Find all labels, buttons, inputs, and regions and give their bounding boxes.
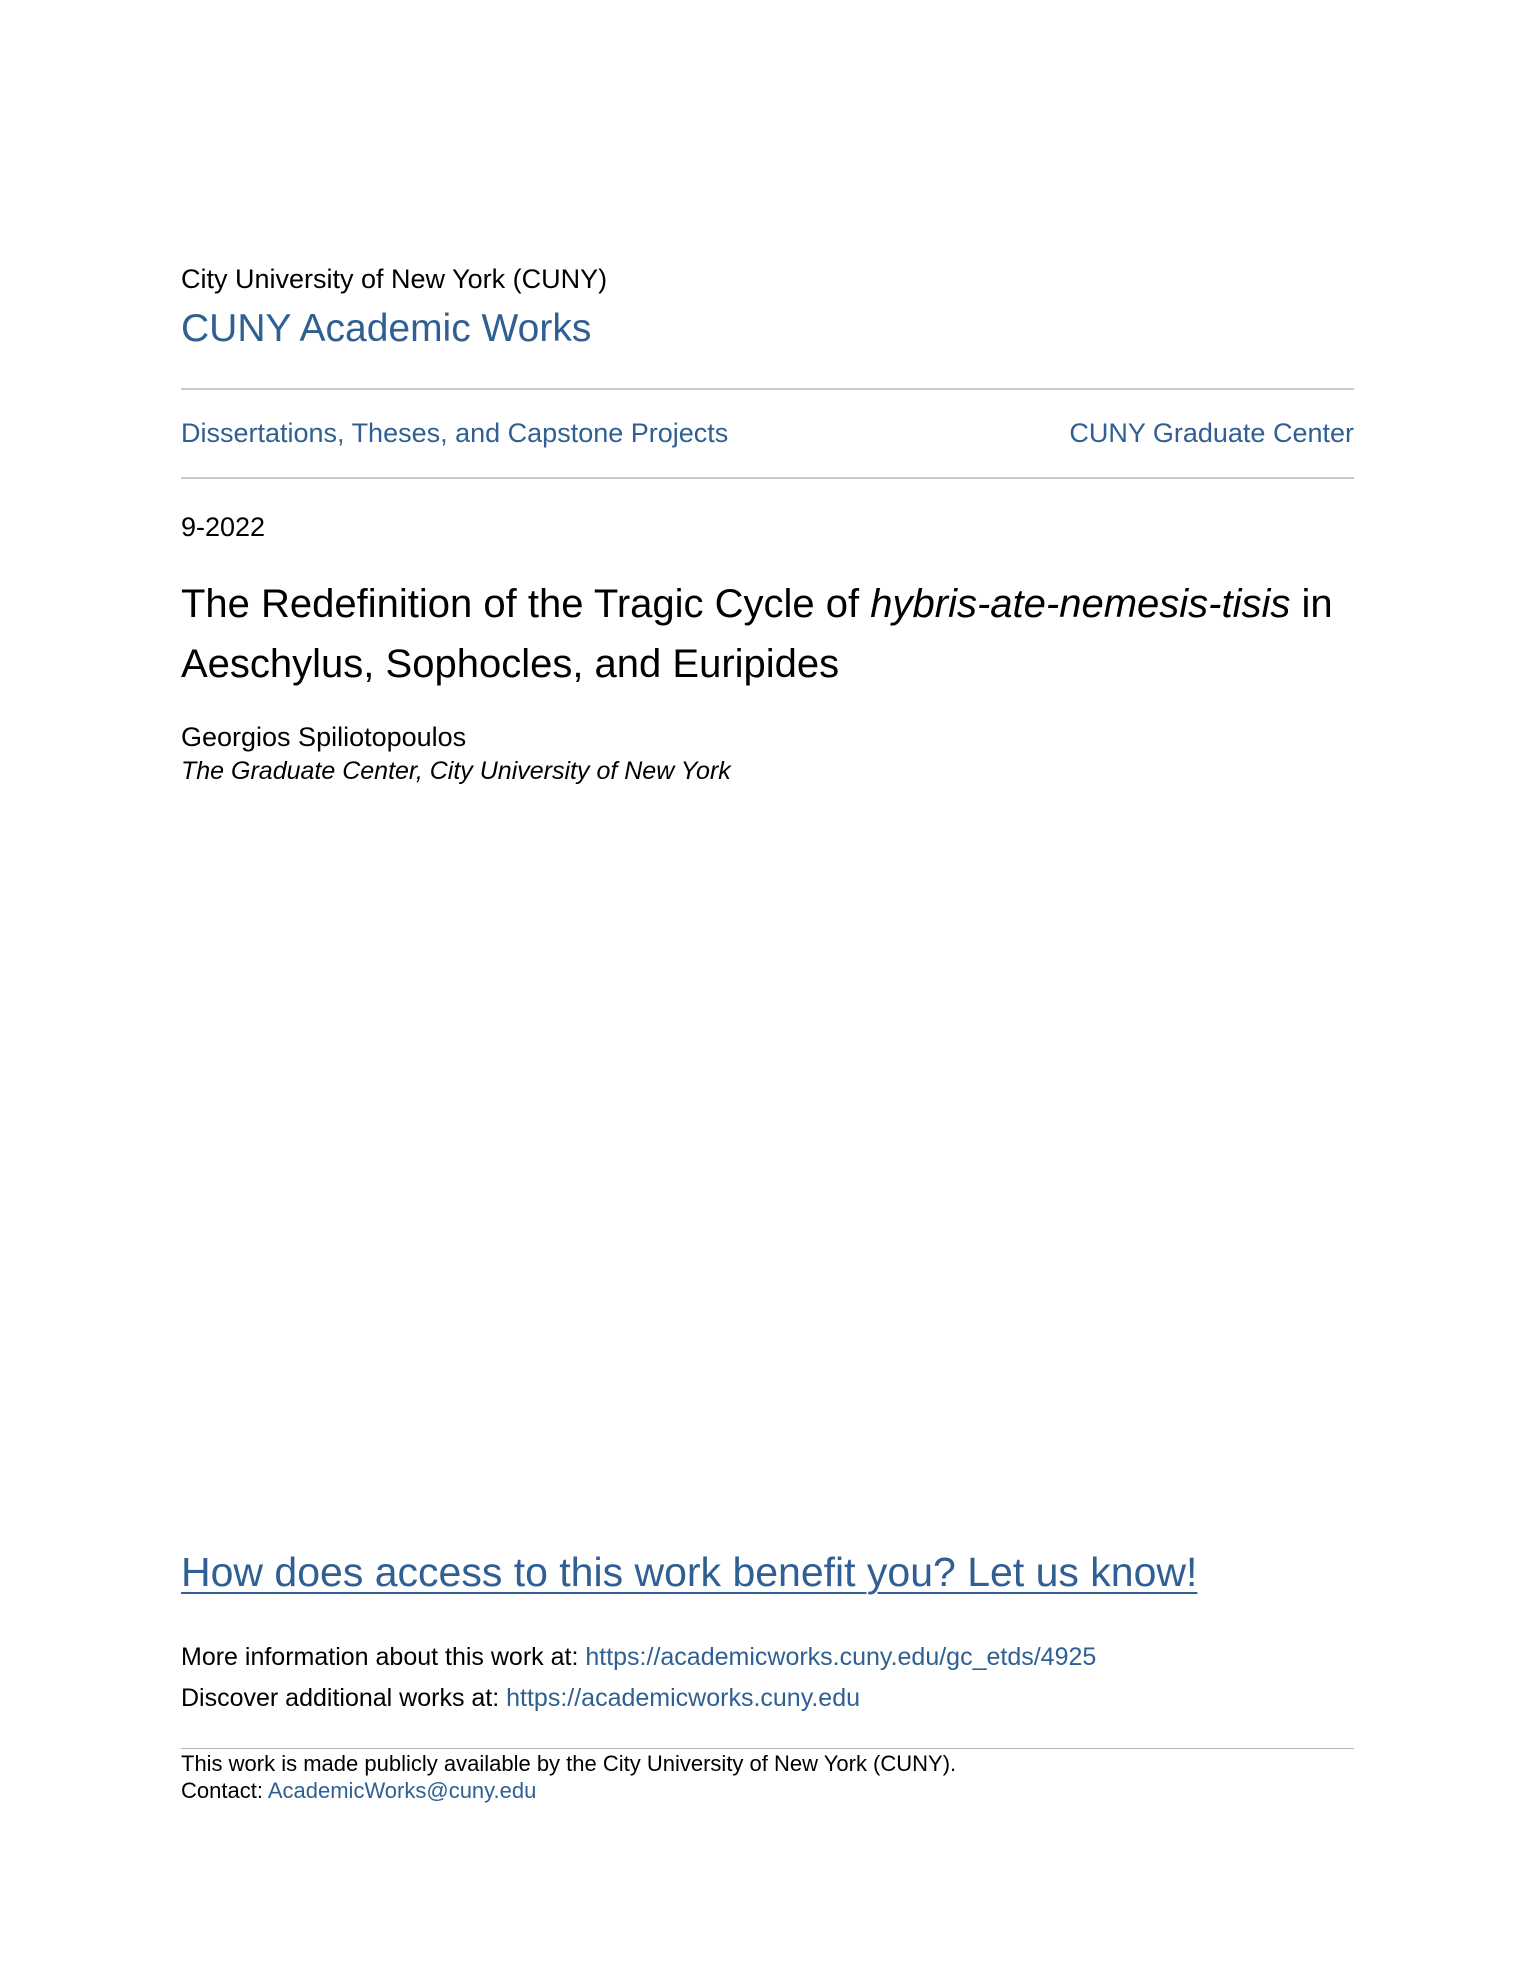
author-affiliation: The Graduate Center, City University of New York [181,757,731,785]
document-title [181,574,1356,694]
repository-link[interactable]: CUNY Academic Works [181,307,592,350]
more-info-line [181,1641,1096,1673]
feedback-link[interactable]: How does access to this work benefit you? Let us know! [181,1549,1198,1595]
divider-top [181,388,1354,390]
divider-bottom [181,1748,1354,1749]
title-prefix: The Redefinition of the Tragic Cycle of [181,582,871,626]
work-url-link[interactable]: https://academicworks.cuny.edu/gc_etds/4925 [585,1643,1097,1671]
availability-notice: This work is made publicly available by the City University of New York (CUNY). [181,1751,957,1776]
divider-middle [181,477,1354,479]
contact-line [181,1777,536,1805]
more-info-label: More information about this work at: [181,1643,586,1671]
discover-line [181,1682,860,1714]
institution-name: City University of New York (CUNY) [181,264,608,294]
series-link[interactable]: Dissertations, Theses, and Capstone Projects [181,418,729,448]
author-name: Georgios Spiliotopoulos [181,722,467,752]
publication-date: 9-2022 [181,512,266,542]
title-suffix: in Aeschylus, Sophocles, and Euripides [181,582,1333,686]
title-italic-term: hybris-ate-nemesis-tisis [870,582,1291,626]
contact-label: Contact: [181,1778,268,1803]
contact-email-link[interactable]: AcademicWorks@cuny.edu [267,1778,537,1803]
graduate-center-link[interactable]: CUNY Graduate Center [1069,418,1354,448]
discover-label: Discover additional works at: [181,1684,507,1712]
repository-url-link[interactable]: https://academicworks.cuny.edu [506,1684,861,1712]
